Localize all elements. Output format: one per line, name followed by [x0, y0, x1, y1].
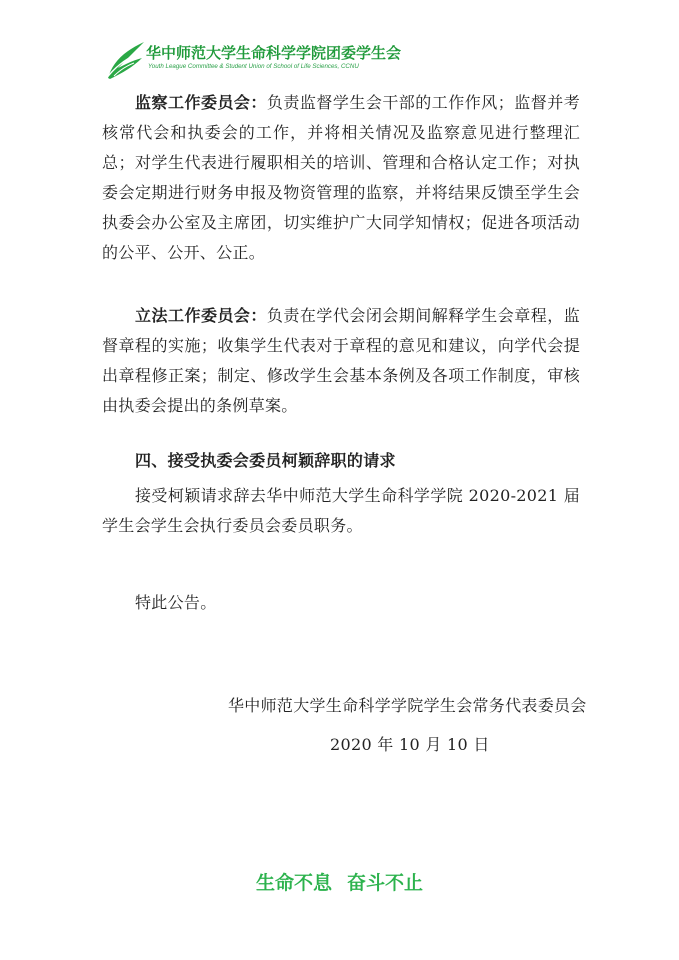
letterhead — [104, 38, 402, 80]
org-name-cn: 华中师范大学生命科学学院团委学生会 — [146, 44, 402, 62]
slogan-right: 奋斗不止 — [347, 872, 424, 894]
legislation-paragraph — [102, 301, 580, 421]
section4-body: 接受柯颖请求辞去华中师范大学生命科学学院 2020-2021 届学生会学生会执行委员会委员职务。 — [102, 486, 580, 535]
legislation-title: 立法工作委员会： — [135, 306, 267, 325]
closing-text: 特此公告。 — [135, 593, 217, 612]
slogan-left: 生命不息 — [256, 872, 333, 894]
leaf-logo-icon — [104, 38, 148, 80]
supervision-title: 监察工作委员会： — [135, 93, 267, 112]
signature-org: 华中师范大学生命科学学院学生会常务代表委员会 — [228, 696, 587, 715]
signature-date: 2020 年 10 月 10 日 — [330, 735, 490, 754]
supervision-body: 负责监督学生会干部的工作作风；监督并考核常代会和执委会的工作，并将相关情况及监察意见进行整理汇总；对学生代表进行履职相关的培训、管理和合格认定工作；对执委会定期进行财务申报及物资管理的监察，并将结果反馈至学生会执委会办公室及主席团，切实维护广大同学知情权；促进各项活动的公平、公开、公正。 — [102, 93, 580, 262]
section-heading: 四、接受执委会委员柯颖辞职的请求 — [135, 451, 396, 470]
legislation-body: 负责在学代会闭会期间解释学生会章程，监督章程的实施；收集学生代表对于章程的意见和建议，向学代会提出章程修正案；制定、修改学生会基本条例及各项工作制度，审核由执委会提出的条例草案。 — [102, 306, 580, 415]
supervision-paragraph — [102, 88, 580, 268]
org-name-en: Youth League Committee & Student Union of School of Life Sciences, CCNU — [148, 63, 359, 70]
